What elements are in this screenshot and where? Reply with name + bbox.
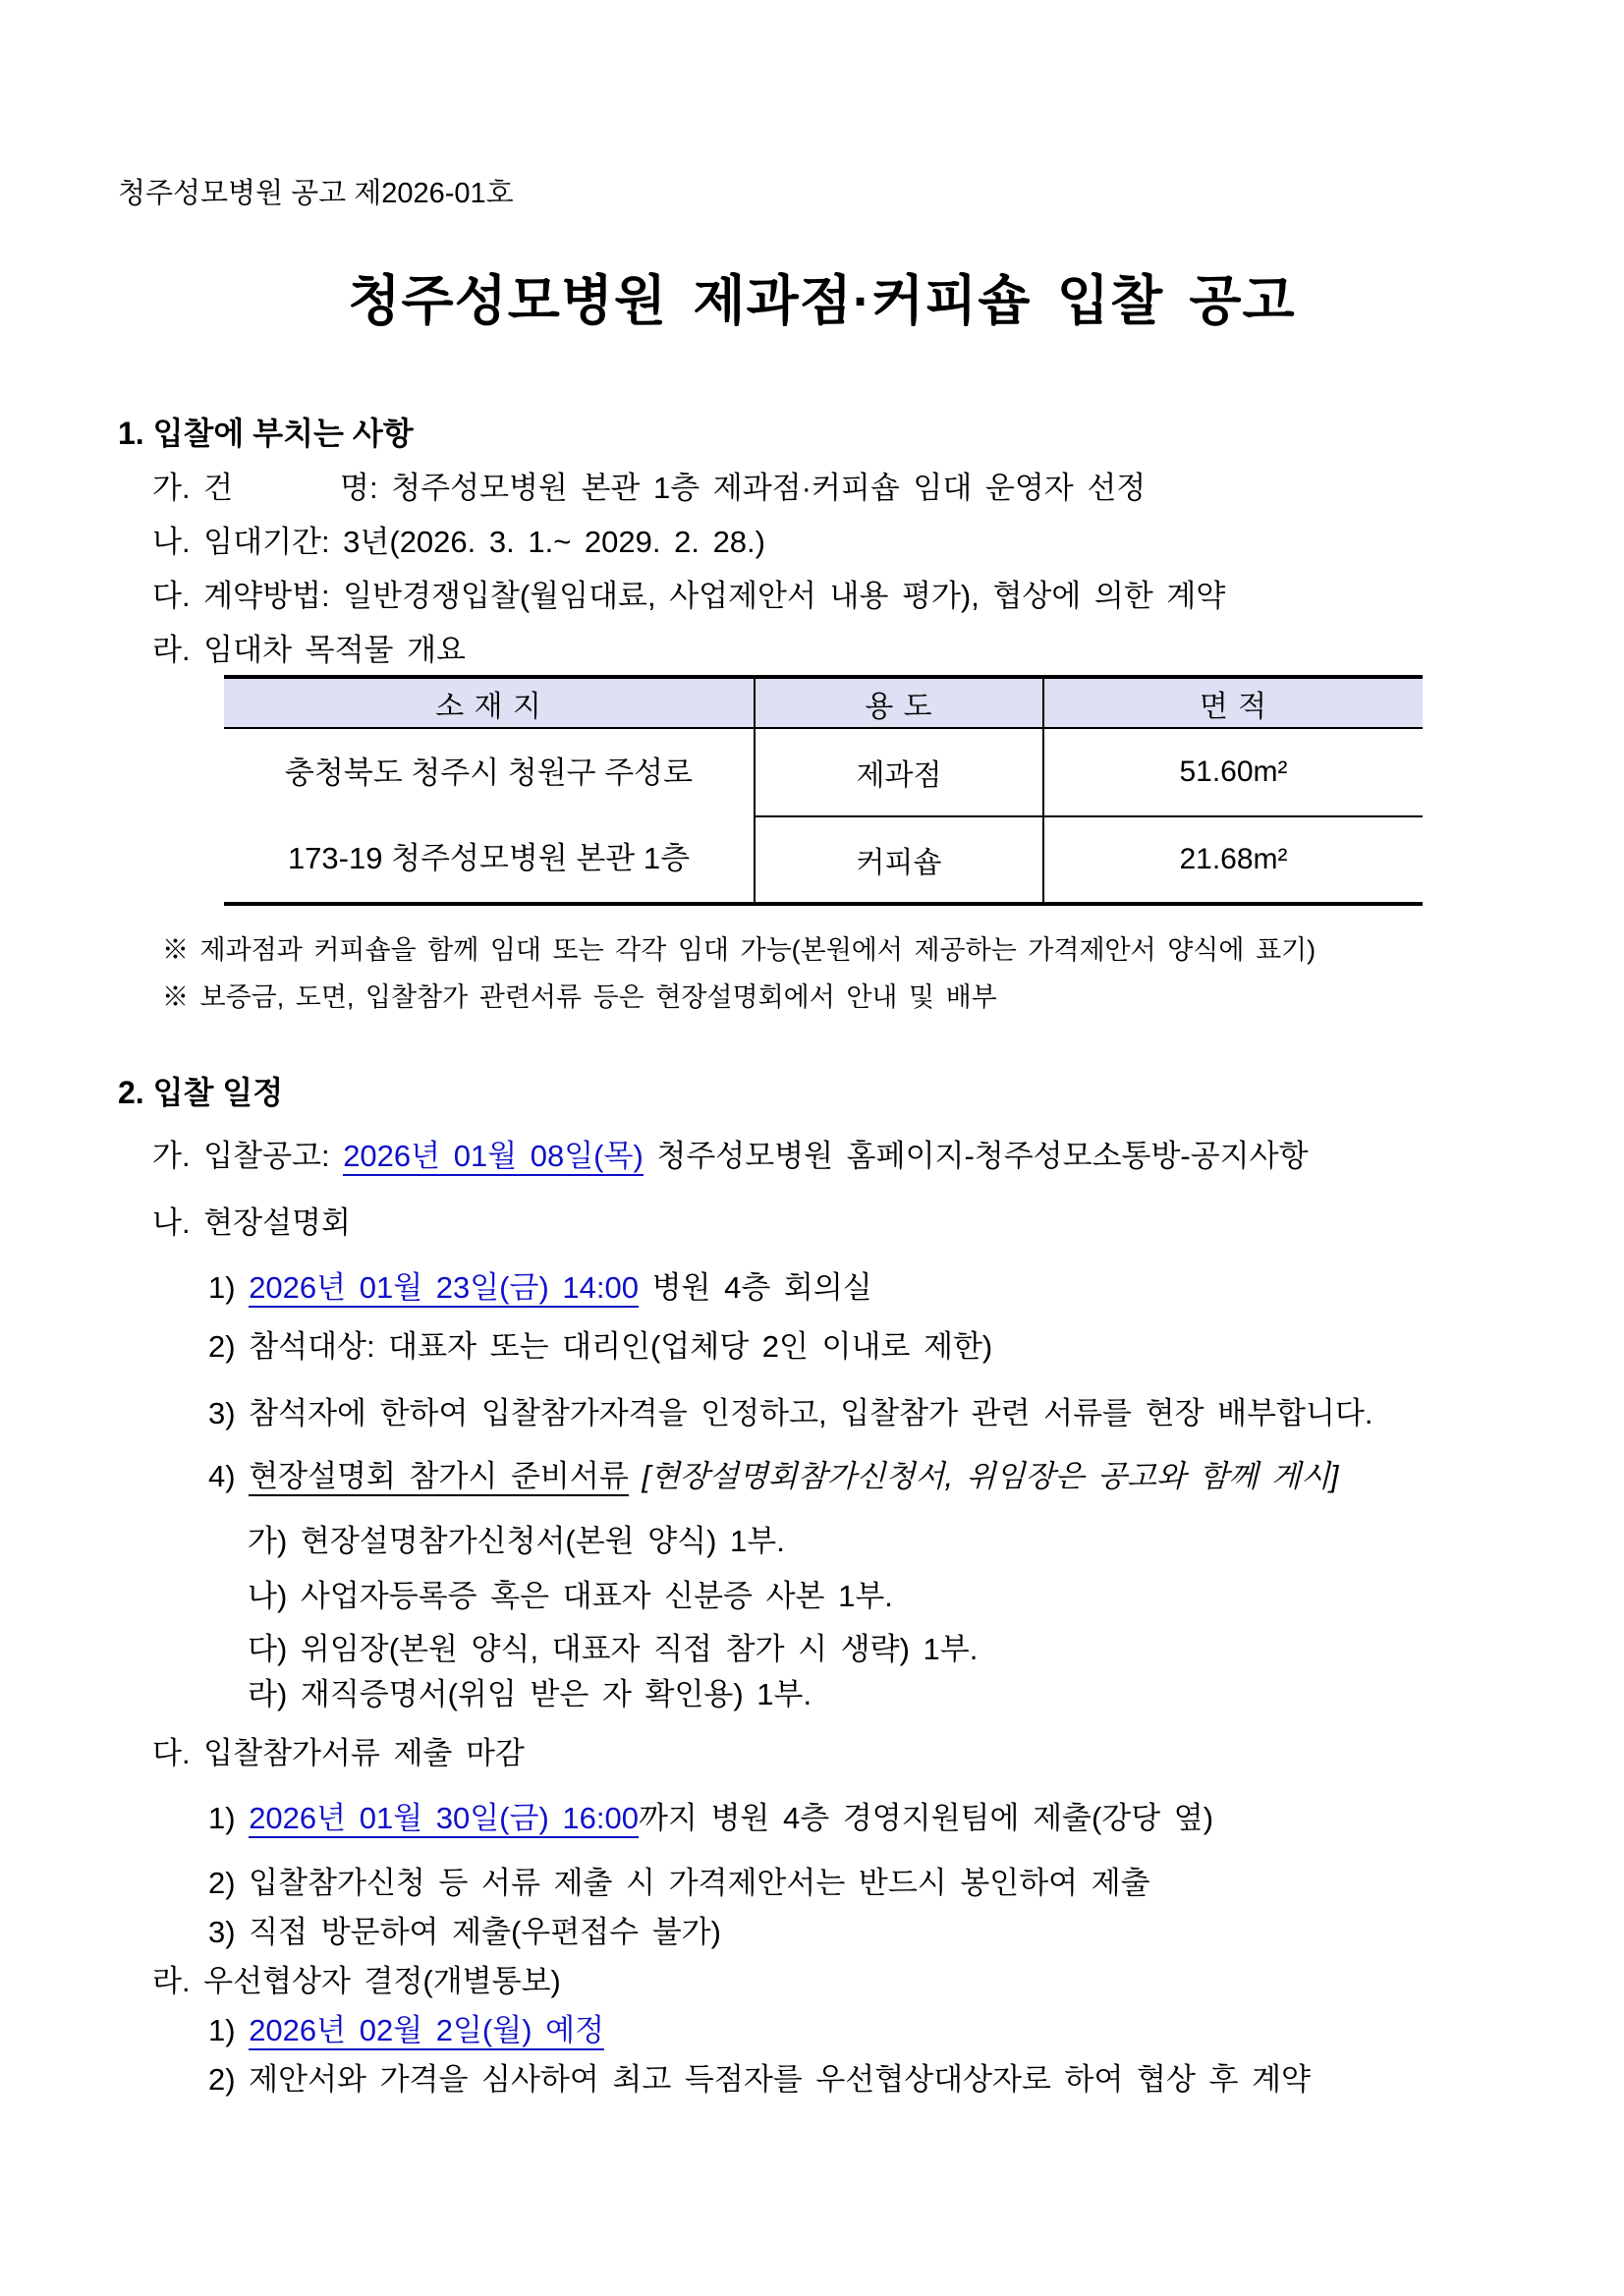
table-header-row [224, 677, 1423, 728]
section1-heading: 1. 입찰에 부치는 사항 [118, 416, 414, 451]
bid-announcement-line [152, 1138, 1526, 1175]
briefing-attendee-line: 2) 참석대상: 대표자 또는 대리인(업체당 2인 이내로 제한) [208, 1329, 993, 1364]
briefing-date-link[interactable]: 2026년 01월 23일(금) 14:00 [249, 1270, 639, 1308]
section1-item-name: 가. 건 명: 청주성모병원 본관 1층 제과점·커피숍 임대 운영자 선정 [152, 471, 1147, 505]
bid-announcement-suffix: 청주성모병원 홈페이지-청주성모소통방-공지사항 [643, 1139, 1309, 1173]
submission-deadline-label: 다. 입찰참가서류 제출 마감 [152, 1736, 525, 1770]
submission-seal-line: 2) 입찰참가신청 등 서류 제출 시 가격제안서는 반드시 봉인하여 제출 [208, 1866, 1150, 1900]
section2-heading: 2. 입찰 일정 [118, 1075, 284, 1110]
location-line-1: 충청북도 청주시 청원구 주성로 [284, 756, 694, 790]
section1-item-period: 나. 임대기간: 3년(2026. 3. 1.~ 2029. 2. 28.) [152, 525, 765, 559]
location-line-2: 173-19 청주성모병원 본관 1층 [287, 841, 691, 875]
briefing-docs-number: 4) [208, 1459, 250, 1493]
note-deposit-info: ※ 보증금, 도면, 입찰참가 관련서류 등은 현장설명회에서 안내 및 배부 [162, 982, 997, 1012]
doc-item-registration: 나) 사업자등록증 혹은 대표자 신분증 사본 1부. [248, 1579, 893, 1613]
negotiation-label: 라. 우선협상자 결정(개별통보) [152, 1964, 561, 1998]
col-header-area: 면 적 [1043, 677, 1423, 728]
table-row [224, 728, 1423, 816]
negotiation-date-line [208, 2012, 1526, 2049]
col-header-location: 소 재 지 [224, 677, 755, 728]
docs-notice-italic: [현장설명회참가신청서, 위임장은 공고와 함께 게시] [628, 1459, 1339, 1493]
required-docs-underline: 현장설명회 참가시 준비서류 [249, 1459, 629, 1496]
doc-item-employment: 라) 재직증명서(위임 받은 자 확인용) 1부. [248, 1677, 812, 1711]
negotiation-result-line: 2) 제안서와 가격을 심사하여 최고 득점자를 우선협상대상자로 하여 협상 후 계약 [208, 2062, 1311, 2097]
location-cell [224, 728, 755, 904]
area-cell-coffee: 21.68m² [1043, 816, 1423, 905]
bid-announcement-prefix: 가. 입찰공고: [152, 1139, 344, 1173]
area-cell-bakery: 51.60m² [1043, 728, 1423, 816]
submission-item-number: 1) [208, 1801, 250, 1835]
use-cell-bakery: 제과점 [755, 728, 1043, 816]
briefing-docs-line [208, 1458, 1526, 1495]
doc-number: 청주성모병원 공고 제2026-01호 [118, 178, 514, 209]
submission-visit-line: 3) 직접 방문하여 제출(우편접수 불가) [208, 1915, 721, 1949]
submission-deadline-suffix: 까지 병원 4층 경영지원팀에 제출(강당 옆) [638, 1801, 1214, 1835]
negotiation-item-number: 1) [208, 2013, 250, 2047]
briefing-qualification-line: 3) 참석자에 한하여 입찰참가자격을 인정하고, 입찰참가 관련 서류를 현장 배부합니다. [208, 1396, 1373, 1430]
col-header-use: 용 도 [755, 677, 1043, 728]
submission-deadline-link[interactable]: 2026년 01월 30일(금) 16:00 [249, 1801, 639, 1838]
lease-property-table [224, 675, 1423, 906]
briefing-item-number: 1) [208, 1270, 250, 1305]
doc-item-proxy: 다) 위임장(본원 양식, 대표자 직접 참가 시 생략) 1부. [248, 1632, 979, 1666]
announcement-date-link[interactable]: 2026년 01월 08일(목) [343, 1139, 644, 1176]
briefing-date-suffix: 병원 4층 회의실 [638, 1270, 872, 1305]
briefing-date-line [208, 1269, 1526, 1307]
submission-deadline-line [208, 1800, 1526, 1837]
site-briefing-label: 나. 현장설명회 [152, 1205, 351, 1240]
doc-item-application: 가) 현장설명참가신청서(본원 양식) 1부. [248, 1524, 785, 1558]
note-lease-option: ※ 제과점과 커피숍을 함께 임대 또는 각각 임대 가능(본원에서 제공하는 가격제안서 양식에 표기) [162, 935, 1316, 965]
negotiation-date-link[interactable]: 2026년 02월 2일(월) 예정 [249, 2013, 604, 2050]
section1-item-method: 다. 계약방법: 일반경쟁입찰(월임대료, 사업제안서 내용 평가), 협상에 의한 계약 [152, 579, 1226, 613]
page-title: 청주성모병원 제과점·커피숍 입찰 공고 [348, 270, 1296, 331]
use-cell-coffee: 커피숍 [755, 816, 1043, 905]
section1-item-overview: 라. 임대차 목적물 개요 [152, 633, 466, 667]
